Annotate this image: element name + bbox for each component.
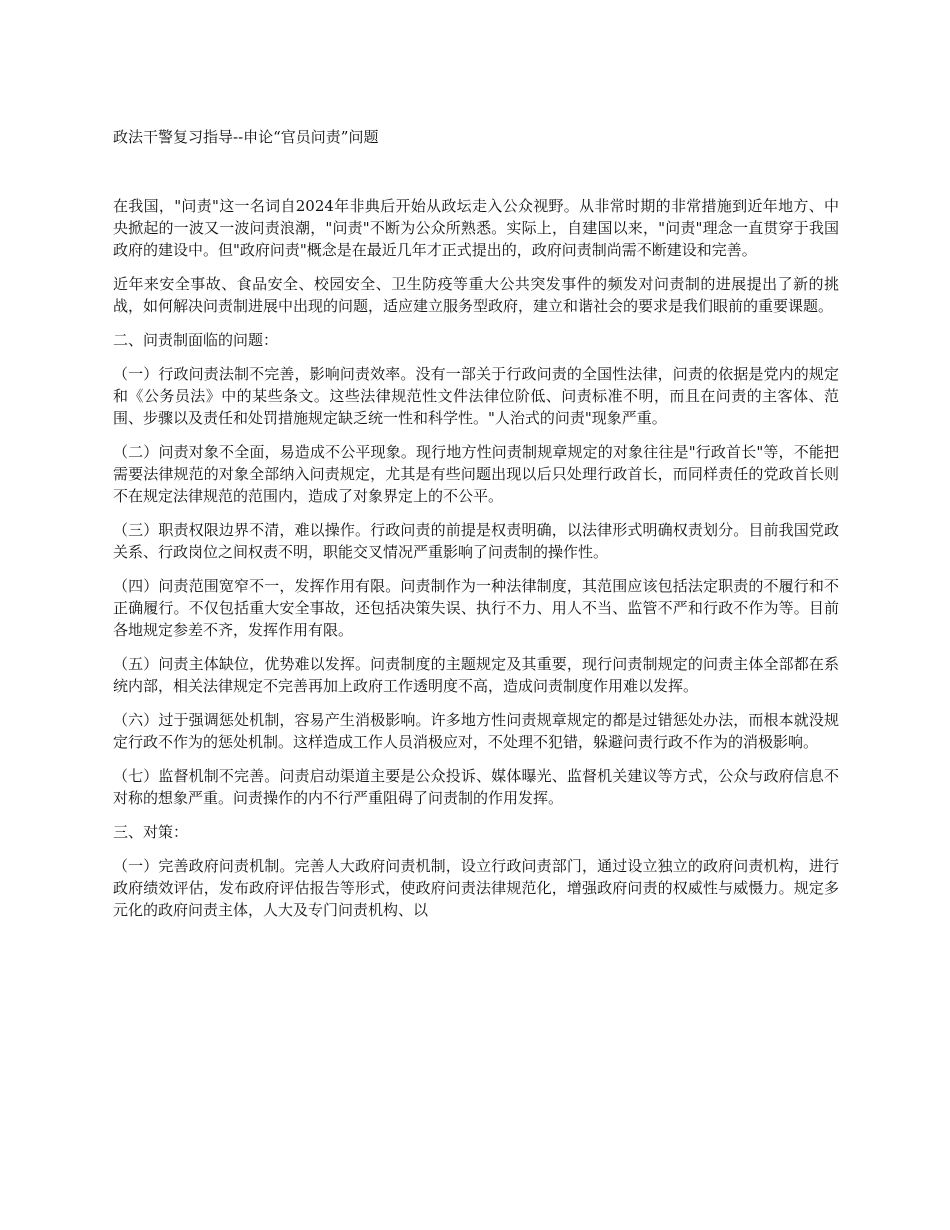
paragraph-challenges: 近年来安全事故、食品安全、校园安全、卫生防疫等重大公共突发事件的频发对问责制的进展提出了新的挑战，如何解决问责制进展中出现的问题，适应建立服务型政府，建立和谐社会的要求是我们眼前的重要课题。 — [113, 275, 839, 315]
paragraph-problem-7: （七）监督机制不完善。问责启动渠道主要是公众投诉、媒体曝光、监督机关建议等方式，公众与政府信息不对称的想象严重。问责操作的内不行严重阻碍了问责制的作用发挥。 — [113, 767, 839, 807]
section-heading-problems: 二、问责制面临的问题： — [113, 331, 279, 349]
paragraph-problem-2: （二）问责对象不全面，易造成不公平现象。现行地方性问责制规章规定的对象往往是"行政首长"等，不能把需要法律规范的对象全部纳入问责规定，尤其是有些问题出现以后只处理行政首长，而同样责任的党政首长则不在规定法律规范的范围内，造成了对象界定上的不公平。 — [113, 443, 839, 505]
paragraph-problem-1: （一）行政问责法制不完善，影响问责效率。没有一部关于行政问责的全国性法律，问责的依据是党内的规定和《公务员法》中的某些条文。这些法律规范性文件法律位阶低、问责标准不明，而且在问责的主客体、范围、步骤以及责任和处罚措施规定缺乏统一性和科学性。"人治式的问责"现象严重。 — [113, 365, 839, 427]
paragraph-problem-5: （五）问责主体缺位，优势难以发挥。问责制度的主题规定及其重要，现行问责制规定的问责主体全部都在系统内部，相关法律规定不完善再加上政府工作透明度不高，造成问责制度作用难以发挥。 — [113, 655, 839, 695]
paragraph-problem-6: （六）过于强调惩处机制，容易产生消极影响。许多地方性问责规章规定的都是过错惩处办法，而根本就没规定行政不作为的惩处机制。这样造成工作人员消极应对，不处理不犯错，躲避问责行政不作为的消极影响。 — [113, 711, 839, 751]
section-heading-countermeasures: 三、对策： — [113, 823, 189, 841]
document-body — [113, 195, 839, 933]
paragraph-problem-3: （三）职责权限边界不清，难以操作。行政问责的前提是权责明确，以法律形式明确权责划分。目前我国党政关系、行政岗位之间权责不明，职能交叉情况严重影响了问责制的操作性。 — [113, 521, 839, 561]
paragraph-countermeasure-1: （一）完善政府问责机制。完善人大政府问责机制，设立行政问责部门，通过设立独立的政府问责机构，进行政府绩效评估，发布政府评估报告等形式，使政府问责法律规范化，增强政府问责的权威性与威慑力。规定多元化的政府问责主体，人大及专门问责机构、以 — [113, 857, 839, 919]
paragraph-problem-4: （四）问责范围宽窄不一，发挥作用有限。问责制作为一种法律制度，其范围应该包括法定职责的不履行和不正确履行。不仅包括重大安全事故，还包括决策失误、执行不力、用人不当、监管不严和行政不作为等。目前各地规定参差不齐，发挥作用有限。 — [113, 577, 839, 639]
paragraph-intro: 在我国，"问责"这一名词自2024年非典后开始从政坛走入公众视野。从非常时期的非常措施到近年地方、中央掀起的一波又一波问责浪潮，"问责"不断为公众所熟悉。实际上，自建国以来，"问责"理念一直贯穿于我国政府的建设中。但"政府问责"概念是在最近几年才正式提出的，政府问责制尚需不断建设和完善。 — [113, 197, 839, 259]
document-title: 政法干警复习指导--申论“官员问责”问题 — [113, 128, 379, 146]
